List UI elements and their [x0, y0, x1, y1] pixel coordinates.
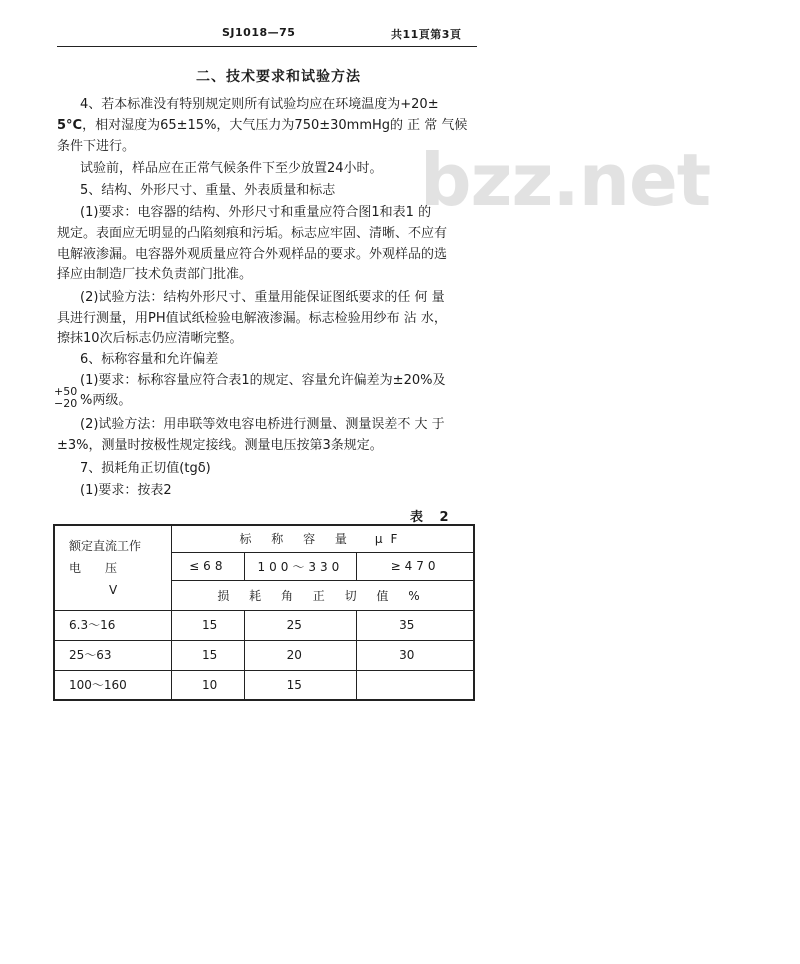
para-4-line-3: 条件下进行。 — [57, 139, 136, 154]
watermark: bzz.net — [420, 138, 711, 222]
para-4-line-2 — [57, 117, 477, 135]
value-cell: 25 — [244, 610, 356, 640]
table-row — [54, 670, 474, 700]
tolerance-minus: −20 — [54, 397, 78, 410]
para-5-heading: 5、结构、外形尺寸、重量、外表质量和标志 — [80, 183, 336, 198]
tolerance-fraction — [54, 386, 77, 410]
col-header-ge470: ≥470 — [357, 552, 474, 580]
para-5-2-line-2: 具进行测量，用PH值试纸检验电解液渗漏。标志检验用纱布 沾 水， — [57, 311, 447, 326]
temperature-tolerance: 5°C — [57, 118, 83, 133]
para-6-2-line-1: (2)试验方法：用串联等效电容电桥进行测量、测量误差不 大 于 — [80, 417, 445, 432]
value-cell — [357, 670, 474, 700]
voltage-header-unit: V — [109, 582, 118, 597]
para-5-2-line-3: 擦抹10次后标志仍应清晰完整。 — [57, 331, 243, 346]
tolerance-plus: +50 — [54, 385, 78, 398]
humidity-pressure-text: ，相对湿度为65±15%，大气压力为750±30mmHg的 正 常 气候 — [82, 118, 468, 133]
table-caption: 表 2 — [410, 510, 455, 525]
page-number: 共11頁第3頁 — [391, 28, 462, 41]
para-5-2-line-1: (2)试验方法：结构外形尺寸、重量用能保证图纸要求的任 何 量 — [80, 290, 445, 305]
voltage-cell: 6.3～16 — [54, 610, 171, 640]
para-7-heading: 7、损耗角正切值(tgδ) — [80, 461, 211, 476]
para-5-1-line-2: 规定。表面应无明显的凸陷刻痕和污垢。标志应牢固、清晰、不应有 — [57, 226, 448, 241]
table-row — [54, 640, 474, 670]
header-rule — [57, 46, 477, 47]
value-cell: 30 — [357, 640, 474, 670]
para-6-1-line-2: %两级。 — [80, 393, 132, 408]
para-5-1-line-1: (1)要求：电容器的结构、外形尺寸和重量应符合图1和表1 的 — [80, 205, 432, 220]
para-6-2-line-2: ±3%，测量时按极性规定接线。测量电压按第3条规定。 — [57, 438, 383, 453]
value-cell: 15 — [171, 640, 244, 670]
value-cell: 35 — [357, 610, 474, 640]
para-7-1: (1)要求：按表2 — [80, 483, 172, 498]
value-cell: 15 — [244, 670, 356, 700]
col-header-100-330: 100～330 — [244, 552, 356, 580]
para-4-line-1: 4、若本标准没有特别规定则所有试验均应在环境温度为+20± — [80, 97, 439, 112]
loss-tangent-table — [53, 524, 475, 701]
table-row — [54, 610, 474, 640]
para-6-1-line-1: (1)要求：标称容量应符合表1的规定、容量允许偏差为±20%及 — [80, 373, 446, 388]
para-pretest: 试验前，样品应在正常气候条件下至少放置24小时。 — [80, 161, 383, 176]
value-cell: 20 — [244, 640, 356, 670]
capacitance-header: 标 称 容 量 μF — [171, 525, 474, 552]
voltage-header — [54, 525, 171, 610]
voltage-header-line-2: 电 压 — [69, 560, 118, 575]
voltage-cell: 100～160 — [54, 670, 171, 700]
para-5-1-line-4: 择应由制造厂技术负责部门批准。 — [57, 267, 253, 282]
para-6-heading: 6、标称容量和允许偏差 — [80, 352, 219, 367]
standard-number: SJ1018—75 — [222, 26, 296, 39]
para-5-1-line-3: 电解液渗漏。电容器外观质量应符合外观样品的要求。外观样品的选 — [57, 247, 448, 262]
voltage-header-line-1: 额定直流工作 — [69, 538, 142, 553]
col-header-le68: ≤68 — [171, 552, 244, 580]
value-cell: 15 — [171, 610, 244, 640]
section-title: 二、技术要求和试验方法 — [196, 69, 361, 85]
value-cell: 10 — [171, 670, 244, 700]
voltage-cell: 25～63 — [54, 640, 171, 670]
loss-tangent-header: 损 耗 角 正 切 值 % — [171, 580, 474, 610]
